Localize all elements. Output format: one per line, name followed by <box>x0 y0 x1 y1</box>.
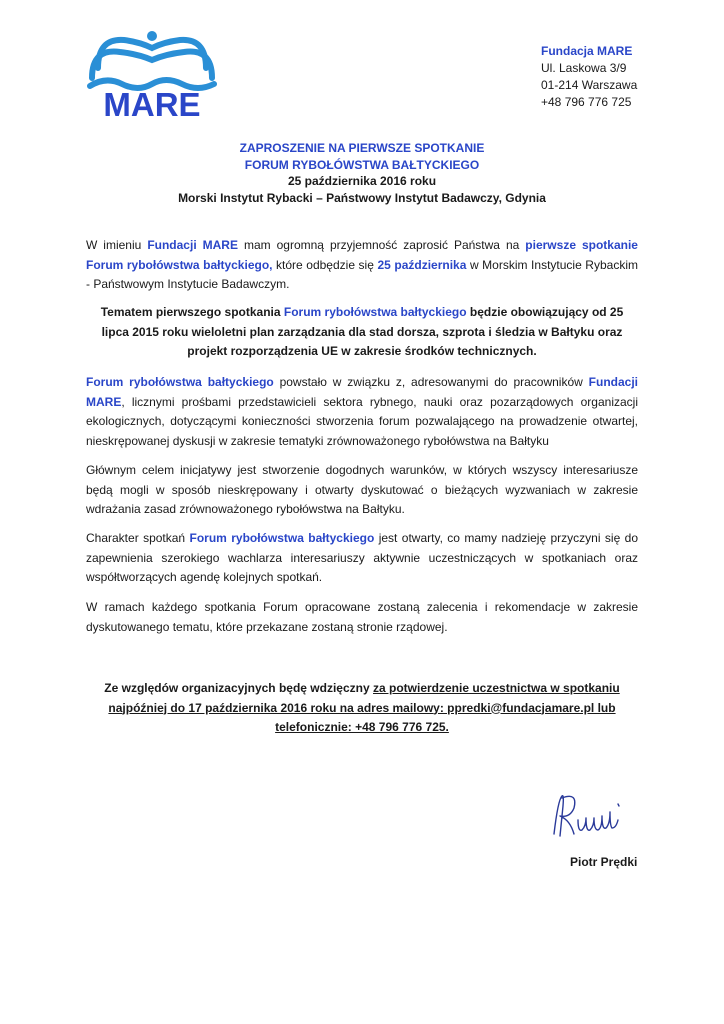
text-run: W imieniu <box>86 238 148 252</box>
highlight-run: Fundacji MARE <box>86 375 638 409</box>
signer-name: Piotr Prędki <box>570 855 638 869</box>
paragraph-confirmation <box>86 679 638 738</box>
signature-image <box>548 790 628 842</box>
highlight-run: 25 października <box>377 257 467 272</box>
text-run: mam ogromną przyjemność zaprosić Państwa na <box>237 238 526 252</box>
address-phone: +48 796 776 725 <box>541 95 632 109</box>
paragraph-recommendations: W ramach każdego spotkania Forum opracowane zostaną zalecenia i rekomendacje w zakresie dyskutowanego tematu, które przekazane zostaną stronie rządowej. <box>86 600 638 634</box>
paragraph-goal: Głównym celem inicjatywy jest stworzenie dogodnych warunków, w których wszyscy interesariusze będą mogli w sposób nieskrępowany i otwarty dyskutować o bieżących wyzwaniach w zakresie wdrażania zasad zrównoważonego rybołówstwa na Bałtyku. <box>86 463 638 516</box>
text-run: Ze względów organizacyjnych będę wdzięczny <box>104 681 373 695</box>
text-run: Tematem pierwszego spotkania <box>100 305 284 319</box>
title-venue: Morski Instytut Rybacki – Państwowy Instytut Badawczy, Gdynia <box>178 190 546 205</box>
address-street: Ul. Laskowa 3/9 <box>541 61 627 75</box>
paragraph-character <box>86 529 638 588</box>
text-run: jest otwarty, co mamy nadzieję przyczyni się do zapewnienia szerokiego wachlarza interesariuszy aktywnie uczestniczących w spotkaniach oraz współtworzących agendę kolejnych spotkań. <box>86 531 638 584</box>
title-line-2: FORUM RYBOŁÓWSTWA BAŁTYCKIEGO <box>244 157 480 172</box>
sender-address <box>541 43 637 111</box>
highlight-run: Forum rybołówstwa bałtyckiego <box>189 531 375 545</box>
text-run: , licznymi prośbami przedstawicieli sektora rybnego, nauki oraz pozarządowych organizacji ekologicznych, dotyczącymi konieczności stworzenia forum pozwalającego na prowadzenie otwartej, nieskrępowanej dyskusji w zakresie tematyki zrównoważonego rybołówstwa na Bałtyku <box>86 394 638 448</box>
text-run: powstało w związku z, adresowanymi do pracowników <box>273 375 589 389</box>
paragraph-origin <box>86 373 638 451</box>
underlined-run: za potwierdzenie uczestnictwa w spotkaniu najpóźniej do 17 października 2016 roku na adres mailowy: ppredki@fundacjamare.pl lub telefonicznie: +48 796 776 725. <box>108 681 620 734</box>
highlight-run: Fundacji MARE <box>147 238 238 252</box>
invitation-title <box>60 140 664 206</box>
title-line-1: ZAPROSZENIE NA PIERWSZE SPOTKANIE <box>239 141 485 155</box>
highlight-run: Forum rybołówstwa bałtyckiego <box>283 305 467 319</box>
address-city: 01-214 Warszawa <box>541 78 638 92</box>
text-run: które odbędzie się <box>272 257 378 272</box>
paragraph-topic <box>86 303 638 362</box>
title-date: 25 października 2016 roku <box>287 174 437 188</box>
text-run: będzie obowiązujący od 25 lipca 2015 roku wieloletni plan zarządzania dla stad dorsza, szprota i śledzia w Bałtyku oraz projekt rozporządzenia UE w zakresie środków technicznych. <box>101 305 624 358</box>
paragraph-intro <box>86 236 638 295</box>
logo-text: MARE <box>103 86 201 120</box>
mare-logo <box>86 28 218 120</box>
address-org: Fundacja MARE <box>541 44 633 58</box>
waves-icon <box>86 28 218 120</box>
text-run: Charakter spotkań <box>86 531 190 545</box>
highlight-run: Forum rybołówstwa bałtyckiego <box>86 375 274 389</box>
text-run: w Morskim Instytucie Rybackim - Państwowym Instytucie Badawczym. <box>86 257 638 291</box>
highlight-run: pierwsze spotkanie Forum rybołówstwa bałtyckiego, <box>86 238 638 272</box>
